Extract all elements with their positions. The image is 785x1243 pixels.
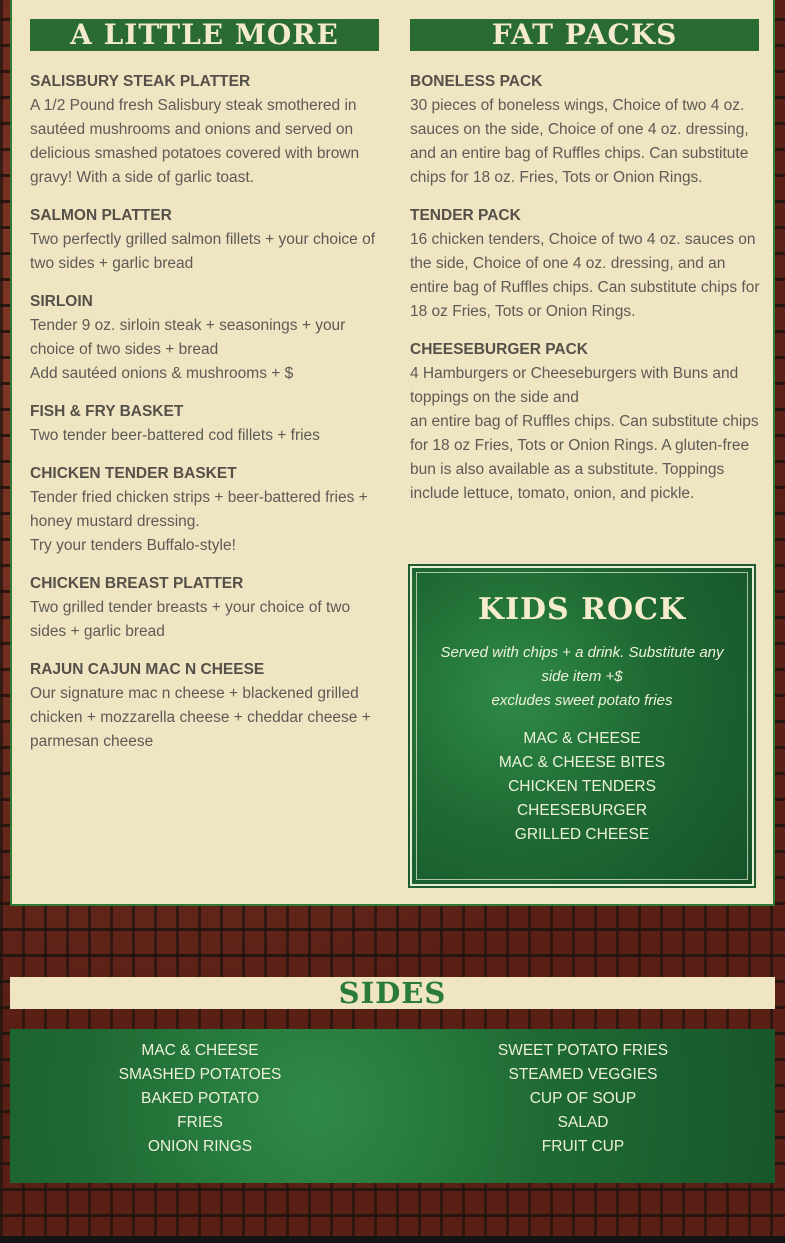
item-name: FISH & FRY BASKET bbox=[30, 403, 184, 420]
item-name: CHEESEBURGER PACK bbox=[410, 341, 588, 358]
menu-item bbox=[410, 204, 762, 324]
kids-item: CHICKEN TENDERS bbox=[508, 778, 656, 795]
menu-item bbox=[410, 338, 762, 506]
bottom-bar bbox=[0, 1236, 785, 1243]
item-name: SALMON PLATTER bbox=[30, 207, 172, 224]
side-item: SWEET POTATO FRIES bbox=[497, 1042, 669, 1059]
menu-item bbox=[30, 658, 382, 754]
item-description: Tender 9 oz. sirloin steak + seasonings + your choice of two sides + bread Add sautéed onions & mushrooms + $ bbox=[30, 317, 346, 382]
item-description: 30 pieces of boneless wings, Choice of two 4 oz. sauces on the side, Choice of one 4 oz. dressing, and an entire bag of Ruffles chips. Can substitute chips for 18 oz. Fries, Tots or Onion Rings. bbox=[410, 97, 749, 186]
sides-left-list bbox=[10, 1039, 390, 1159]
item-name: BONELESS PACK bbox=[410, 73, 543, 90]
kids-item: CHEESEBURGER bbox=[516, 802, 648, 819]
item-name: SIRLOIN bbox=[30, 293, 93, 310]
side-item: ONION RINGS bbox=[147, 1138, 253, 1155]
side-item: STEAMED VEGGIES bbox=[508, 1066, 658, 1083]
menu-item bbox=[410, 70, 762, 190]
side-item: SALAD bbox=[557, 1114, 609, 1131]
sides-box bbox=[10, 1029, 775, 1183]
menu-item bbox=[30, 572, 382, 644]
menu-item bbox=[30, 204, 382, 276]
sides-header: SIDES bbox=[10, 977, 775, 1009]
kids-item: GRILLED CHEESE bbox=[514, 826, 650, 843]
item-name: CHICKEN BREAST PLATTER bbox=[30, 575, 244, 592]
a-little-more-header: A LITTLE MORE bbox=[30, 19, 379, 51]
a-little-more-list bbox=[30, 70, 382, 768]
menu-item bbox=[30, 462, 382, 558]
item-description: A 1/2 Pound fresh Salisbury steak smothered in sautéed mushrooms and onions and served on delicious smashed potatoes covered with brown gravy! With a side of garlic toast. bbox=[30, 97, 360, 186]
side-item: BAKED POTATO bbox=[141, 1090, 259, 1107]
item-description: Two tender beer-battered cod fillets + fries bbox=[30, 427, 320, 444]
item-name: CHICKEN TENDER BASKET bbox=[30, 465, 237, 482]
kids-rock-box bbox=[410, 566, 754, 886]
item-name: RAJUN CAJUN MAC N CHEESE bbox=[30, 661, 265, 678]
side-item: CUP OF SOUP bbox=[529, 1090, 637, 1107]
fat-packs-list bbox=[410, 70, 762, 520]
sides-right-list bbox=[393, 1039, 773, 1159]
menu-item bbox=[30, 70, 382, 190]
item-description: Our signature mac n cheese + blackened grilled chicken + mozzarella cheese + cheddar cheese + parmesan cheese bbox=[30, 685, 371, 750]
kids-rock-title: KIDS ROCK bbox=[477, 592, 687, 627]
side-item: SMASHED POTATOES bbox=[118, 1066, 282, 1083]
kids-note: Served with chips + a drink. Substitute any side item +$ excludes sweet potato fries bbox=[440, 644, 724, 709]
side-item: FRUIT CUP bbox=[541, 1138, 625, 1155]
kids-item: MAC & CHEESE bbox=[523, 730, 641, 747]
item-name: TENDER PACK bbox=[410, 207, 521, 224]
menu-item bbox=[30, 400, 382, 448]
fat-packs-header: FAT PACKS bbox=[410, 19, 759, 51]
side-item: FRIES bbox=[177, 1114, 223, 1131]
item-description: 4 Hamburgers or Cheeseburgers with Buns and toppings on the side and an entire bag of Ruffles chips. Can substitute chips for 18 oz Fries, Tots or Onion Rings. A gluten-free bun is also available as a substitute. Toppings include lettuce, tomato, onion, and pickle. bbox=[410, 365, 759, 502]
item-description: Two perfectly grilled salmon fillets + your choice of two sides + garlic bread bbox=[30, 231, 376, 272]
item-description: Tender fried chicken strips + beer-battered fries + honey mustard dressing. Try your tenders Buffalo-style! bbox=[30, 489, 368, 554]
item-description: Two grilled tender breasts + your choice of two sides + garlic bread bbox=[30, 599, 351, 640]
menu-item bbox=[30, 290, 382, 386]
kids-box-border bbox=[416, 572, 748, 880]
item-name: SALISBURY STEAK PLATTER bbox=[30, 73, 251, 90]
side-item: MAC & CHEESE bbox=[141, 1042, 259, 1059]
kids-item: MAC & CHEESE BITES bbox=[498, 754, 666, 771]
item-description: 16 chicken tenders, Choice of two 4 oz. sauces on the side, Choice of one 4 oz. dressing, and an entire bag of Ruffles chips. Can substitute chips for 18 oz Fries, Tots or Onion Rings. bbox=[410, 231, 760, 320]
